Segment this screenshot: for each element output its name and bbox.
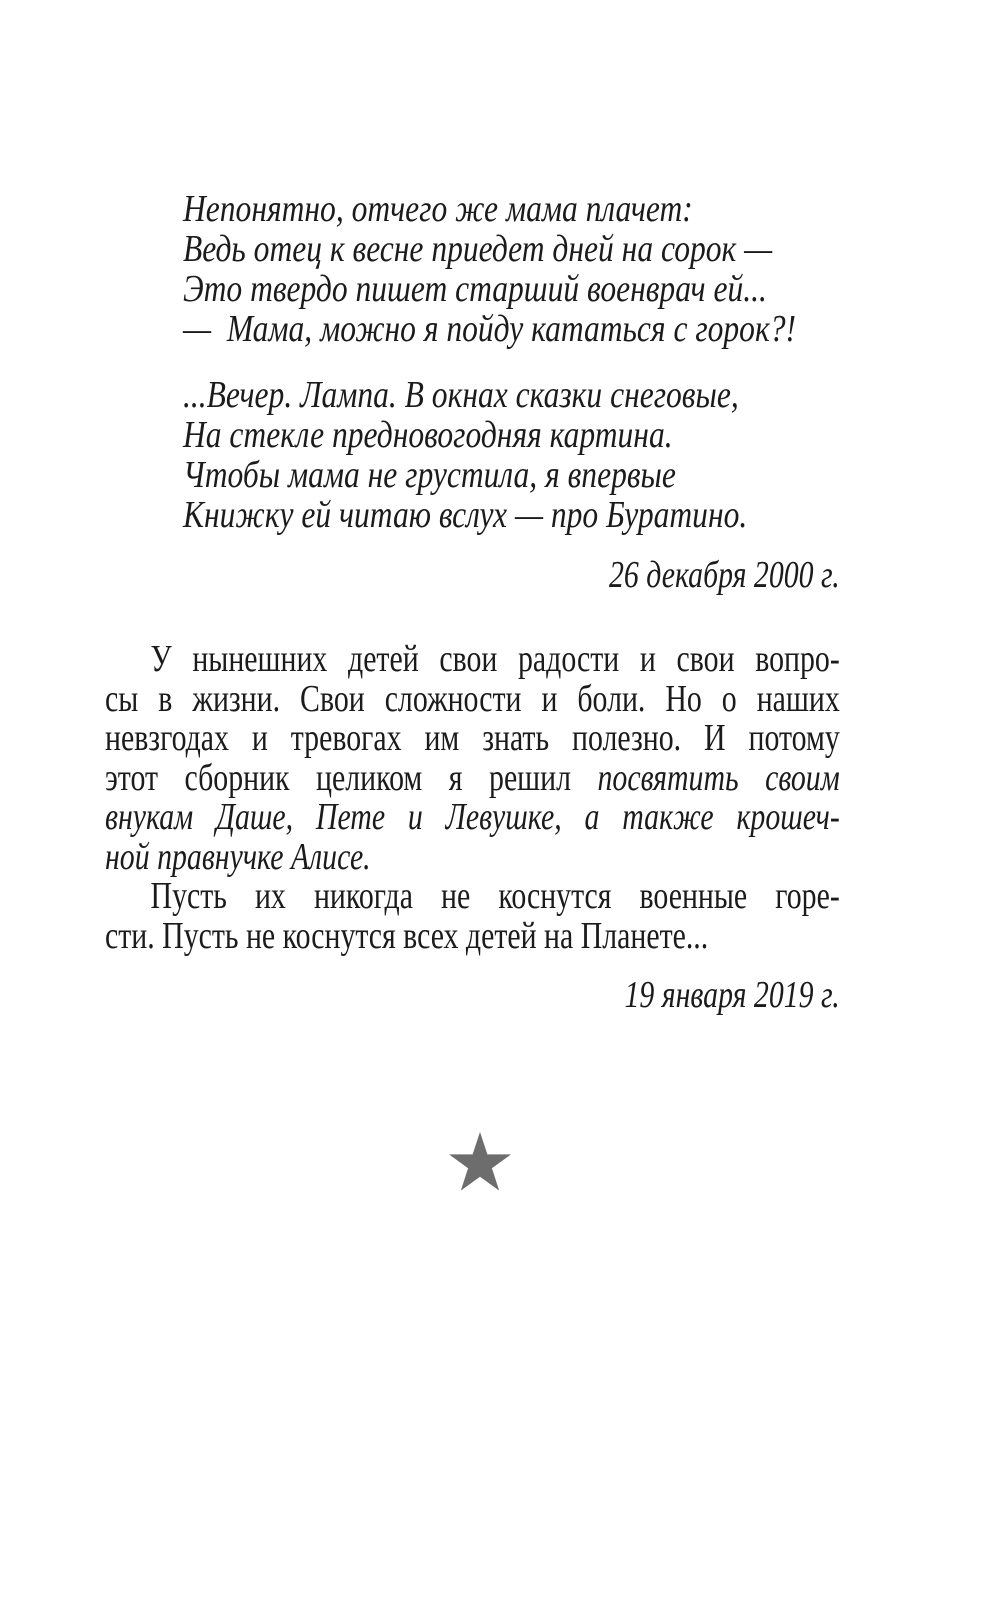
- poem-line: Ведь отец к весне приедет дней на сорок —: [183, 228, 773, 270]
- prose-text: Пусть их никогда не коснутся военные горе-: [150, 875, 840, 917]
- prose-text: У нынешних детей свои радости и свои вопро-: [150, 638, 840, 680]
- poem-stanza-1: [183, 189, 922, 349]
- poem-line: — Мама, можно я пойду кататься с горок?!: [183, 308, 796, 350]
- poem-line: ...Вечер. Лампа. В окнах сказки снеговые,: [183, 374, 739, 416]
- prose-line: [105, 756, 840, 799]
- prose-line: [105, 798, 840, 838]
- poem-line: Чтобы мама не грустила, я впервые: [183, 454, 676, 496]
- poem-date: 26 декабря 2000 г.: [608, 554, 840, 596]
- prose-line: [105, 640, 840, 680]
- star-ornament: [448, 1131, 512, 1192]
- prose-text: сы в жизни. Свои сложности и боли. Но о наших: [105, 677, 840, 720]
- poem-line: На стекле предновогодняя картина.: [183, 414, 673, 456]
- prose-text: этот сборник целиком я решил: [105, 756, 598, 799]
- prose-text-italic: ной правнучке Алисе.: [105, 835, 371, 878]
- prose-line: [105, 914, 840, 957]
- poem-line: Непонятно, отчего же мама плачет:: [183, 188, 693, 230]
- poem-block: [183, 189, 922, 535]
- poem-stanza-2: [183, 375, 922, 535]
- star-shape: [449, 1132, 511, 1191]
- prose-text-italic: внукам Даше, Пете и Левушке, а также крошеч-: [105, 796, 840, 838]
- poem-line: Это твердо пишет старший военврач ей...: [183, 268, 767, 310]
- dedication-text: [105, 640, 840, 956]
- prose-text-italic: посвятить своим: [597, 756, 840, 799]
- prose-line: [105, 835, 840, 878]
- prose-line: [105, 719, 840, 759]
- prose-text: сти. Пусть не коснутся всех детей на Планете...: [105, 914, 709, 957]
- star-icon: [448, 1131, 512, 1192]
- prose-text: невзгодах и тревогах им знать полезно. И потому: [105, 717, 840, 759]
- poem-line: Книжку ей читаю вслух — про Буратино.: [183, 494, 748, 536]
- prose-line: [105, 877, 840, 917]
- prose-line: [105, 677, 840, 720]
- dedication-date: 19 января 2019 г.: [624, 974, 840, 1016]
